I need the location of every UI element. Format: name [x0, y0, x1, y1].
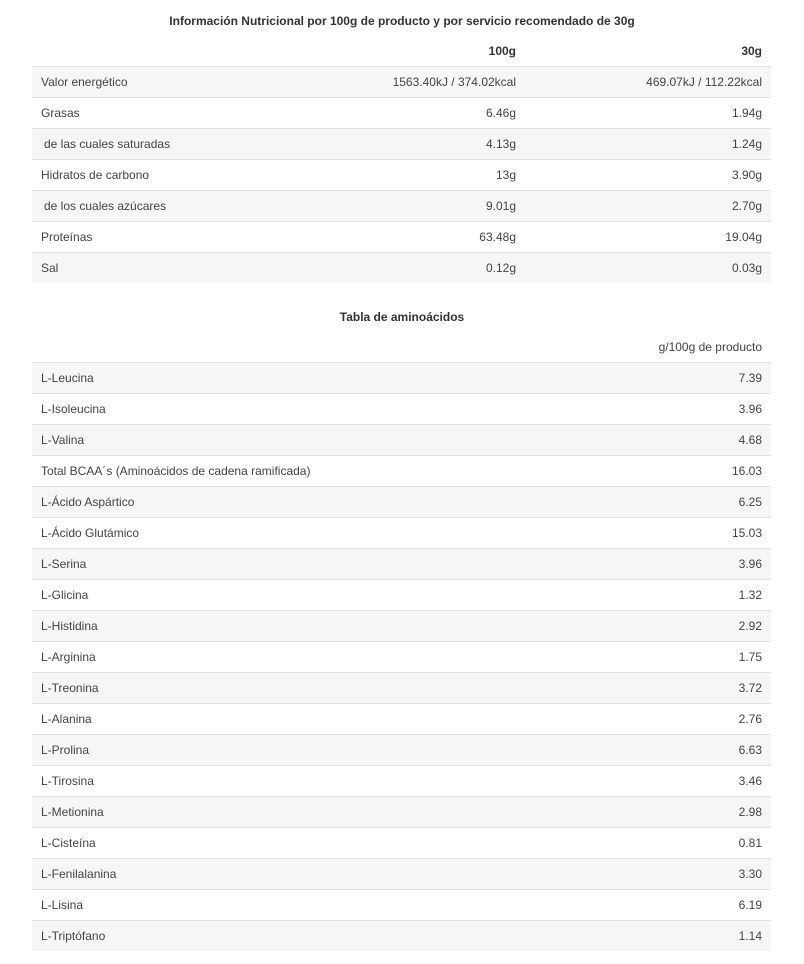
aminoacid-header-value: g/100g de producto: [512, 332, 771, 363]
value-per-100g: 1563.40kJ / 374.02kcal: [268, 67, 525, 98]
value-per-100g: 0.12g: [268, 253, 525, 284]
aminoacid-value: 16.03: [512, 456, 771, 487]
aminoacid-value: 3.96: [512, 549, 771, 580]
aminoacid-label: L-Tirosina: [32, 766, 512, 797]
aminoacid-label: L-Ácido Glutámico: [32, 518, 512, 549]
aminoacid-label: L-Isoleucina: [32, 394, 512, 425]
value-per-100g: 9.01g: [268, 191, 525, 222]
aminoacid-value: 6.63: [512, 735, 771, 766]
nutrition-header-row: [32, 36, 771, 67]
nutrient-label: Valor energético: [32, 67, 268, 98]
aminoacid-value: 4.68: [512, 425, 771, 456]
aminoacid-value: 1.32: [512, 580, 771, 611]
aminoacid-value: 2.98: [512, 797, 771, 828]
aminoacid-label: L-Serina: [32, 549, 512, 580]
value-per-30g: 1.24g: [525, 129, 771, 160]
value-per-30g: 469.07kJ / 112.22kcal: [525, 67, 771, 98]
table-row: [32, 425, 771, 456]
aminoacid-value: 15.03: [512, 518, 771, 549]
nutrition-header-100g: 100g: [268, 36, 525, 67]
aminoacid-label: L-Lisina: [32, 890, 512, 921]
table-row: [32, 67, 771, 98]
aminoacid-label: L-Ácido Aspártico: [32, 487, 512, 518]
table-row: [32, 394, 771, 425]
aminoacid-label: L-Treonina: [32, 673, 512, 704]
table-row: [32, 673, 771, 704]
aminoacid-value: 1.75: [512, 642, 771, 673]
table-row: [32, 766, 771, 797]
table-row: [32, 487, 771, 518]
table-row: [32, 363, 771, 394]
aminoacid-value: 3.46: [512, 766, 771, 797]
nutrition-table: [32, 36, 771, 283]
aminoacid-value: 3.30: [512, 859, 771, 890]
table-row: [32, 921, 771, 952]
nutrition-header-30g: 30g: [525, 36, 771, 67]
aminoacid-label: L-Glicina: [32, 580, 512, 611]
table-row: [32, 580, 771, 611]
aminoacid-label: L-Leucina: [32, 363, 512, 394]
value-per-30g: 0.03g: [525, 253, 771, 284]
aminoacid-value: 6.25: [512, 487, 771, 518]
value-per-30g: 19.04g: [525, 222, 771, 253]
value-per-30g: 3.90g: [525, 160, 771, 191]
table-row: [32, 518, 771, 549]
aminoacid-value: 6.19: [512, 890, 771, 921]
aminoacid-label: L-Alanina: [32, 704, 512, 735]
value-per-100g: 13g: [268, 160, 525, 191]
aminoacid-table: [32, 332, 771, 951]
nutrient-label: Sal: [32, 253, 268, 284]
value-per-30g: 1.94g: [525, 98, 771, 129]
aminoacid-table-caption: Tabla de aminoácidos: [339, 310, 465, 324]
aminoacid-table-body: [32, 363, 771, 952]
aminoacid-value: 3.72: [512, 673, 771, 704]
aminoacid-label: L-Prolina: [32, 735, 512, 766]
value-per-100g: 63.48g: [268, 222, 525, 253]
aminoacid-value: 2.76: [512, 704, 771, 735]
aminoacid-header-row: [32, 332, 771, 363]
aminoacid-label: L-Triptófano: [32, 921, 512, 952]
aminoacid-label: L-Histidina: [32, 611, 512, 642]
nutrition-header-label: [32, 36, 268, 67]
nutrient-label: de los cuales azúcares: [32, 191, 268, 222]
aminoacid-label: L-Cisteína: [32, 828, 512, 859]
nutrient-label: Grasas: [32, 98, 268, 129]
table-row: [32, 890, 771, 921]
aminoacid-value: 1.14: [512, 921, 771, 952]
table-row: [32, 191, 771, 222]
table-row: [32, 642, 771, 673]
nutrient-label: de las cuales saturadas: [32, 129, 268, 160]
table-row: [32, 222, 771, 253]
table-row: [32, 704, 771, 735]
aminoacid-value: 0.81: [512, 828, 771, 859]
table-row: [32, 98, 771, 129]
aminoacid-value: 7.39: [512, 363, 771, 394]
table-row: [32, 611, 771, 642]
value-per-100g: 6.46g: [268, 98, 525, 129]
table-row: [32, 160, 771, 191]
table-row: [32, 456, 771, 487]
aminoacid-value: 2.92: [512, 611, 771, 642]
nutrient-label: Hidratos de carbono: [32, 160, 268, 191]
nutrition-table-caption: Información Nutricional por 100g de producto y por servicio recomendado de 30g: [169, 14, 635, 28]
nutrition-table-body: [32, 67, 771, 284]
aminoacid-label: Total BCAA´s (Aminoácidos de cadena ramificada): [32, 456, 512, 487]
aminoacid-value: 3.96: [512, 394, 771, 425]
table-row: [32, 735, 771, 766]
table-row: [32, 129, 771, 160]
nutrient-label: Proteínas: [32, 222, 268, 253]
aminoacid-label: L-Arginina: [32, 642, 512, 673]
value-per-30g: 2.70g: [525, 191, 771, 222]
value-per-100g: 4.13g: [268, 129, 525, 160]
aminoacid-label: L-Metionina: [32, 797, 512, 828]
aminoacid-label: L-Fenilalanina: [32, 859, 512, 890]
table-row: [32, 549, 771, 580]
table-row: [32, 253, 771, 284]
table-row: [32, 859, 771, 890]
aminoacid-header-label: [32, 332, 512, 363]
aminoacid-label: L-Valina: [32, 425, 512, 456]
table-row: [32, 828, 771, 859]
table-row: [32, 797, 771, 828]
